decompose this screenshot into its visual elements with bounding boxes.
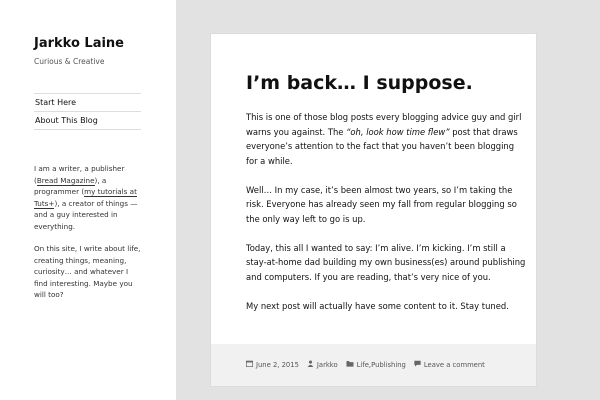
folder-icon <box>346 360 354 369</box>
category-life-link[interactable]: Life <box>356 360 369 369</box>
post-author-link[interactable]: Jarkko <box>316 360 338 369</box>
site-description: Curious & Creative <box>34 57 105 66</box>
post-date <box>246 360 299 369</box>
nav-item-start-here[interactable]: Start Here <box>34 94 141 112</box>
post-article <box>211 34 536 386</box>
post-categories <box>346 360 406 369</box>
post-text: This is one of those blog posts every blogging advice guy and girl warns you against. The <box>246 112 522 137</box>
user-icon <box>307 360 314 369</box>
post-paragraph-2: Well… In my case, it’s been almost two years, so I’m taking the risk. Everyone has already seen my fall from regular blogging so the only way left to go is up. <box>246 184 517 224</box>
post-emphasis: “oh, look how time flew” <box>346 126 450 137</box>
post-content <box>246 110 528 328</box>
bio-text: ), a programmer ( <box>34 175 107 196</box>
post-meta <box>246 360 493 369</box>
post-paragraph-1 <box>246 110 528 168</box>
sidebar <box>0 0 176 400</box>
category-separator: , <box>368 360 372 369</box>
bio-paragraph-1 <box>34 163 141 232</box>
bio-text: ), a creator of things — and a guy interested in everything. <box>34 198 138 231</box>
site-title[interactable]: Jarkko Laine <box>34 36 125 51</box>
post-author <box>307 360 338 369</box>
leave-comment-link[interactable]: Leave a comment <box>423 360 485 369</box>
post-footer <box>211 344 536 386</box>
post-text: post that draws everyone’s attention to the fact that you haven’t been blogging for a while. <box>246 126 518 166</box>
main-nav <box>34 93 141 130</box>
tuts-link[interactable]: my tutorials at Tuts+ <box>34 187 137 208</box>
bio-paragraph-2: On this site, I write about life, creating things, meaning, curiosity… and whatever I find interesting. Maybe you will too? <box>34 244 141 299</box>
post-title: I’m back… I suppose. <box>246 72 473 94</box>
bio-text: I am a writer, a publisher ( <box>34 164 125 185</box>
bio-widget <box>34 163 141 301</box>
comment-icon <box>414 360 421 369</box>
post-comments <box>414 360 485 369</box>
category-publishing-link[interactable]: Publishing <box>371 360 406 369</box>
post-paragraph-3: Today, this all I wanted to say: I’m alive. I’m kicking. I’m still a stay-at-home dad building my own business(es) around publishing and computers. If you are reading, that’s very nice of you. <box>246 242 526 282</box>
post-paragraph-4: My next post will actually have some content to it. Stay tuned. <box>246 300 509 311</box>
nav-item-about-this-blog[interactable]: About This Blog <box>34 112 141 130</box>
bread-magazine-link[interactable]: Bread Magazine <box>36 175 95 185</box>
calendar-icon <box>246 360 253 369</box>
post-date-link[interactable]: June 2, 2015 <box>256 360 299 369</box>
